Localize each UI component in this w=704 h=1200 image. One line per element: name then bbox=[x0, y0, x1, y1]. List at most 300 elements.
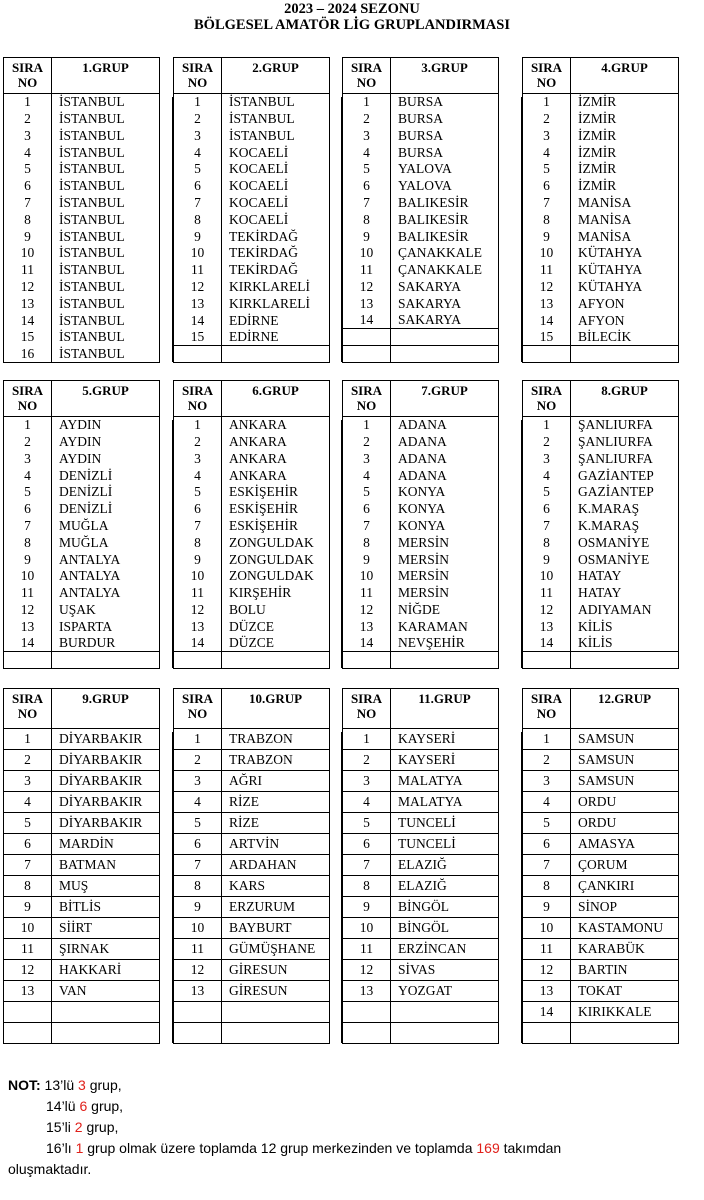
empty-cell bbox=[571, 652, 679, 669]
row-number: 3 bbox=[174, 450, 222, 467]
table-row bbox=[4, 517, 160, 534]
city-cell: İZMİR bbox=[571, 144, 679, 161]
column-gap-line bbox=[329, 420, 342, 668]
table-row bbox=[343, 312, 499, 329]
empty-row bbox=[343, 1023, 499, 1044]
table-row bbox=[343, 144, 499, 161]
table-row bbox=[4, 618, 160, 635]
row-number: 2 bbox=[174, 750, 222, 771]
city-cell: MERSİN bbox=[391, 568, 499, 585]
table-row bbox=[4, 211, 160, 228]
city-cell: GİRESUN bbox=[222, 960, 330, 981]
row-number: 5 bbox=[523, 484, 571, 501]
city-cell: BOLU bbox=[222, 601, 330, 618]
city-cell: ANTALYA bbox=[52, 568, 160, 585]
city-cell: HATAY bbox=[571, 584, 679, 601]
row-number: 10 bbox=[343, 918, 391, 939]
row-number: 8 bbox=[343, 876, 391, 897]
city-cell: ANKARA bbox=[222, 417, 330, 434]
table-row bbox=[523, 834, 679, 855]
group-name-header: 1.GRUP bbox=[52, 58, 160, 94]
empty-cell bbox=[343, 329, 391, 346]
city-cell: BURSA bbox=[391, 144, 499, 161]
row-number: 12 bbox=[4, 960, 52, 981]
row-number: 13 bbox=[523, 295, 571, 312]
city-cell: BURSA bbox=[391, 110, 499, 127]
city-cell: İZMİR bbox=[571, 177, 679, 194]
empty-cell bbox=[174, 1023, 222, 1044]
row-number: 5 bbox=[343, 161, 391, 178]
table-row bbox=[4, 534, 160, 551]
city-cell: MARDİN bbox=[52, 834, 160, 855]
city-cell: ORDU bbox=[571, 792, 679, 813]
table-row bbox=[523, 855, 679, 876]
table-row bbox=[4, 433, 160, 450]
city-cell: AYDIN bbox=[52, 450, 160, 467]
table-row bbox=[523, 729, 679, 750]
row-number: 10 bbox=[174, 918, 222, 939]
city-cell: AYDIN bbox=[52, 433, 160, 450]
city-cell: KASTAMONU bbox=[571, 918, 679, 939]
table-row bbox=[4, 750, 160, 771]
city-cell: K.MARAŞ bbox=[571, 500, 679, 517]
city-cell: KOCAELİ bbox=[222, 144, 330, 161]
row-number: 5 bbox=[4, 813, 52, 834]
group-name-header: 10.GRUP bbox=[222, 689, 330, 729]
row-number: 12 bbox=[343, 278, 391, 295]
city-cell: SAMSUN bbox=[571, 729, 679, 750]
city-cell: ADANA bbox=[391, 433, 499, 450]
row-number: 6 bbox=[174, 177, 222, 194]
row-number: 8 bbox=[174, 876, 222, 897]
row-number: 10 bbox=[4, 918, 52, 939]
row-number: 7 bbox=[343, 517, 391, 534]
row-number: 12 bbox=[174, 960, 222, 981]
city-cell: DİYARBAKIR bbox=[52, 729, 160, 750]
city-cell: KİLİS bbox=[571, 635, 679, 652]
city-cell: ESKİŞEHİR bbox=[222, 500, 330, 517]
city-cell: İSTANBUL bbox=[52, 177, 160, 194]
empty-row bbox=[4, 1023, 160, 1044]
city-cell: KONYA bbox=[391, 484, 499, 501]
city-cell: BİTLİS bbox=[52, 897, 160, 918]
group-name-header: 9.GRUP bbox=[52, 689, 160, 729]
city-cell: İSTANBUL bbox=[52, 295, 160, 312]
row-number: 2 bbox=[4, 433, 52, 450]
row-number: 6 bbox=[174, 834, 222, 855]
table-row bbox=[523, 110, 679, 127]
table-row bbox=[343, 211, 499, 228]
row-number: 9 bbox=[343, 897, 391, 918]
table-row bbox=[343, 601, 499, 618]
city-cell: İSTANBUL bbox=[52, 161, 160, 178]
row-number: 6 bbox=[174, 500, 222, 517]
row-number: 11 bbox=[523, 261, 571, 278]
empty-row bbox=[174, 1002, 330, 1023]
empty-cell bbox=[174, 1002, 222, 1023]
table-row bbox=[343, 517, 499, 534]
table-row bbox=[4, 144, 160, 161]
city-cell: RİZE bbox=[222, 792, 330, 813]
group-name-header: 4.GRUP bbox=[571, 58, 679, 94]
table-row bbox=[174, 94, 330, 111]
row-number: 11 bbox=[343, 939, 391, 960]
table-row bbox=[174, 110, 330, 127]
table-row bbox=[174, 568, 330, 585]
row-number: 4 bbox=[523, 467, 571, 484]
city-cell: AMASYA bbox=[571, 834, 679, 855]
city-cell: SAKARYA bbox=[391, 278, 499, 295]
sira-no-header: SIRA NO bbox=[4, 58, 52, 94]
empty-row bbox=[343, 329, 499, 346]
row-number: 6 bbox=[343, 500, 391, 517]
city-cell: TRABZON bbox=[222, 729, 330, 750]
empty-cell bbox=[222, 345, 330, 362]
row-number: 1 bbox=[174, 417, 222, 434]
city-cell: ŞIRNAK bbox=[52, 939, 160, 960]
row-number: 5 bbox=[343, 813, 391, 834]
empty-cell bbox=[52, 1002, 160, 1023]
row-number: 11 bbox=[4, 939, 52, 960]
table-row bbox=[523, 94, 679, 111]
city-cell: KIRKLARELİ bbox=[222, 278, 330, 295]
city-cell: KONYA bbox=[391, 500, 499, 517]
city-cell: DENİZLİ bbox=[52, 467, 160, 484]
row-number: 13 bbox=[343, 295, 391, 312]
row-number: 2 bbox=[523, 433, 571, 450]
row-number: 11 bbox=[4, 584, 52, 601]
row-number: 12 bbox=[523, 601, 571, 618]
city-cell: KÜTAHYA bbox=[571, 245, 679, 262]
row-number: 1 bbox=[523, 94, 571, 111]
table-row bbox=[4, 467, 160, 484]
city-cell: AYDIN bbox=[52, 417, 160, 434]
city-cell: ÇANAKKALE bbox=[391, 261, 499, 278]
table-row bbox=[174, 228, 330, 245]
table-row bbox=[523, 813, 679, 834]
row-number: 1 bbox=[174, 729, 222, 750]
table-row bbox=[343, 177, 499, 194]
city-cell: İSTANBUL bbox=[52, 211, 160, 228]
row-number: 13 bbox=[343, 618, 391, 635]
row-number: 5 bbox=[523, 161, 571, 178]
city-cell: ZONGULDAK bbox=[222, 551, 330, 568]
table-row bbox=[174, 329, 330, 346]
row-number: 4 bbox=[174, 792, 222, 813]
table-row bbox=[343, 635, 499, 652]
city-cell: KIRKLARELİ bbox=[222, 295, 330, 312]
table-row bbox=[174, 534, 330, 551]
table-row bbox=[523, 771, 679, 792]
empty-cell bbox=[523, 652, 571, 669]
city-cell: DİYARBAKIR bbox=[52, 792, 160, 813]
city-cell: KARS bbox=[222, 876, 330, 897]
city-cell: MALATYA bbox=[391, 792, 499, 813]
city-cell: DİYARBAKIR bbox=[52, 813, 160, 834]
table-row bbox=[523, 261, 679, 278]
row-number: 12 bbox=[523, 278, 571, 295]
city-cell: KÜTAHYA bbox=[571, 278, 679, 295]
city-cell: DİYARBAKIR bbox=[52, 771, 160, 792]
row-number: 13 bbox=[343, 981, 391, 1002]
table-row bbox=[4, 161, 160, 178]
table-row bbox=[174, 295, 330, 312]
city-cell: ELAZIĞ bbox=[391, 876, 499, 897]
empty-cell bbox=[391, 329, 499, 346]
city-cell: TOKAT bbox=[571, 981, 679, 1002]
city-cell: BİNGÖL bbox=[391, 918, 499, 939]
table-row bbox=[174, 261, 330, 278]
table-row bbox=[343, 834, 499, 855]
table-row bbox=[343, 939, 499, 960]
city-cell: İSTANBUL bbox=[52, 278, 160, 295]
row-number: 7 bbox=[4, 194, 52, 211]
city-cell: ZONGULDAK bbox=[222, 568, 330, 585]
city-cell: ADIYAMAN bbox=[571, 601, 679, 618]
empty-cell bbox=[523, 345, 571, 362]
empty-cell bbox=[523, 1023, 571, 1044]
city-cell: ESKİŞEHİR bbox=[222, 484, 330, 501]
city-cell: EDİRNE bbox=[222, 312, 330, 329]
table-row bbox=[343, 750, 499, 771]
row-number: 15 bbox=[4, 329, 52, 346]
group-table-9 bbox=[3, 688, 160, 1044]
table-row bbox=[4, 194, 160, 211]
row-number: 9 bbox=[174, 228, 222, 245]
city-cell: HATAY bbox=[571, 568, 679, 585]
table-row bbox=[523, 534, 679, 551]
city-cell: VAN bbox=[52, 981, 160, 1002]
table-row bbox=[174, 417, 330, 434]
table-row bbox=[343, 897, 499, 918]
row-number: 15 bbox=[523, 329, 571, 346]
row-number: 1 bbox=[343, 729, 391, 750]
table-row bbox=[523, 312, 679, 329]
city-cell: KİLİS bbox=[571, 618, 679, 635]
sira-no-header: SIRA NO bbox=[523, 689, 571, 729]
row-number: 4 bbox=[4, 792, 52, 813]
row-number: 15 bbox=[174, 329, 222, 346]
group-table-2 bbox=[173, 57, 330, 363]
row-number: 2 bbox=[174, 433, 222, 450]
city-cell: ŞANLIURFA bbox=[571, 433, 679, 450]
table-row bbox=[523, 635, 679, 652]
table-row bbox=[343, 771, 499, 792]
row-number: 4 bbox=[523, 144, 571, 161]
table-row bbox=[523, 584, 679, 601]
table-row bbox=[343, 110, 499, 127]
city-cell: İSTANBUL bbox=[52, 329, 160, 346]
note-line-3: 15’li 2 grup, bbox=[46, 1119, 119, 1135]
table-row bbox=[4, 729, 160, 750]
table-row bbox=[4, 110, 160, 127]
table-row bbox=[4, 584, 160, 601]
group-name-header: 8.GRUP bbox=[571, 381, 679, 417]
table-row bbox=[174, 278, 330, 295]
city-cell: AFYON bbox=[571, 312, 679, 329]
table-row bbox=[343, 94, 499, 111]
row-number: 7 bbox=[174, 194, 222, 211]
empty-row bbox=[343, 1002, 499, 1023]
city-cell: KOCAELİ bbox=[222, 194, 330, 211]
city-cell: YOZGAT bbox=[391, 981, 499, 1002]
table-row bbox=[4, 94, 160, 111]
table-row bbox=[343, 484, 499, 501]
table-row bbox=[4, 127, 160, 144]
row-number: 13 bbox=[174, 618, 222, 635]
row-number: 3 bbox=[4, 771, 52, 792]
city-cell: AĞRI bbox=[222, 771, 330, 792]
city-cell: İSTANBUL bbox=[52, 312, 160, 329]
table-row bbox=[174, 467, 330, 484]
table-row bbox=[4, 635, 160, 652]
table-row bbox=[523, 127, 679, 144]
sira-no-header: SIRA NO bbox=[523, 58, 571, 94]
table-row bbox=[4, 417, 160, 434]
city-cell: MERSİN bbox=[391, 584, 499, 601]
group-table-4 bbox=[522, 57, 679, 363]
city-cell: DENİZLİ bbox=[52, 500, 160, 517]
row-number: 1 bbox=[4, 729, 52, 750]
table-row bbox=[523, 177, 679, 194]
group-name-header: 3.GRUP bbox=[391, 58, 499, 94]
table-row bbox=[174, 918, 330, 939]
city-cell: TEKİRDAĞ bbox=[222, 245, 330, 262]
table-row bbox=[343, 813, 499, 834]
row-number: 14 bbox=[174, 312, 222, 329]
sira-no-header: SIRA NO bbox=[343, 58, 391, 94]
empty-row bbox=[4, 1002, 160, 1023]
row-number: 5 bbox=[174, 813, 222, 834]
row-number: 5 bbox=[174, 161, 222, 178]
table-row bbox=[523, 228, 679, 245]
group-name-header: 11.GRUP bbox=[391, 689, 499, 729]
city-cell: ADANA bbox=[391, 417, 499, 434]
table-row bbox=[523, 329, 679, 346]
city-cell: OSMANİYE bbox=[571, 534, 679, 551]
group-table-10 bbox=[173, 688, 330, 1044]
row-number: 8 bbox=[343, 534, 391, 551]
table-row bbox=[174, 450, 330, 467]
row-number: 1 bbox=[174, 94, 222, 111]
empty-cell bbox=[343, 652, 391, 669]
city-cell: MUŞ bbox=[52, 876, 160, 897]
row-number: 3 bbox=[523, 771, 571, 792]
empty-cell bbox=[343, 345, 391, 362]
table-row bbox=[4, 876, 160, 897]
row-number: 9 bbox=[523, 551, 571, 568]
city-cell: MERSİN bbox=[391, 551, 499, 568]
table-row bbox=[523, 568, 679, 585]
city-cell: ISPARTA bbox=[52, 618, 160, 635]
row-number: 8 bbox=[523, 876, 571, 897]
row-number: 10 bbox=[343, 568, 391, 585]
table-row bbox=[523, 897, 679, 918]
city-cell: YALOVA bbox=[391, 177, 499, 194]
table-row bbox=[4, 601, 160, 618]
table-row bbox=[343, 534, 499, 551]
empty-cell bbox=[174, 652, 222, 669]
row-number: 9 bbox=[4, 228, 52, 245]
empty-cell bbox=[222, 652, 330, 669]
table-row bbox=[4, 981, 160, 1002]
table-row bbox=[174, 939, 330, 960]
empty-cell bbox=[4, 652, 52, 669]
row-number: 12 bbox=[523, 960, 571, 981]
table-row bbox=[523, 194, 679, 211]
city-cell: KOCAELİ bbox=[222, 177, 330, 194]
row-number: 13 bbox=[523, 618, 571, 635]
city-cell: İZMİR bbox=[571, 161, 679, 178]
row-number: 6 bbox=[523, 834, 571, 855]
row-number: 5 bbox=[523, 813, 571, 834]
table-row bbox=[523, 467, 679, 484]
city-cell: ADANA bbox=[391, 450, 499, 467]
row-number: 4 bbox=[174, 467, 222, 484]
table-row bbox=[174, 897, 330, 918]
city-cell: ERZURUM bbox=[222, 897, 330, 918]
sira-no-header: SIRA NO bbox=[343, 381, 391, 417]
city-cell: İZMİR bbox=[571, 94, 679, 111]
city-cell: ARDAHAN bbox=[222, 855, 330, 876]
city-cell: DÜZCE bbox=[222, 635, 330, 652]
city-cell: BATMAN bbox=[52, 855, 160, 876]
table-row bbox=[174, 500, 330, 517]
note-block bbox=[8, 1077, 698, 1182]
row-number: 8 bbox=[174, 534, 222, 551]
column-gap-line bbox=[329, 97, 342, 362]
table-row bbox=[523, 918, 679, 939]
row-number: 11 bbox=[174, 261, 222, 278]
table-row bbox=[174, 127, 330, 144]
note-line-5: oluşmaktadır. bbox=[8, 1161, 92, 1177]
empty-cell bbox=[52, 1023, 160, 1044]
city-cell: İSTANBUL bbox=[52, 261, 160, 278]
group-table-3 bbox=[342, 57, 499, 363]
row-number: 5 bbox=[4, 161, 52, 178]
row-number: 3 bbox=[174, 127, 222, 144]
city-cell: ESKİŞEHİR bbox=[222, 517, 330, 534]
table-row bbox=[4, 329, 160, 346]
column-gap-line bbox=[498, 732, 522, 1043]
row-number: 10 bbox=[4, 245, 52, 262]
empty-cell bbox=[4, 1002, 52, 1023]
sira-no-header: SIRA NO bbox=[4, 381, 52, 417]
table-row bbox=[4, 245, 160, 262]
table-row bbox=[4, 312, 160, 329]
sira-no-header: SIRA NO bbox=[174, 58, 222, 94]
row-number: 14 bbox=[4, 635, 52, 652]
table-row bbox=[174, 855, 330, 876]
table-row bbox=[523, 792, 679, 813]
row-number: 9 bbox=[4, 897, 52, 918]
table-row bbox=[523, 433, 679, 450]
table-row bbox=[523, 750, 679, 771]
table-row bbox=[4, 484, 160, 501]
table-row bbox=[174, 635, 330, 652]
table-row bbox=[174, 517, 330, 534]
table-row bbox=[4, 918, 160, 939]
group-band-3 bbox=[0, 688, 704, 1043]
city-cell: BAYBURT bbox=[222, 918, 330, 939]
table-row bbox=[343, 792, 499, 813]
row-number: 10 bbox=[4, 568, 52, 585]
table-row bbox=[523, 295, 679, 312]
group-name-header: 12.GRUP bbox=[571, 689, 679, 729]
empty-cell bbox=[4, 1023, 52, 1044]
column-gap-line bbox=[498, 97, 522, 362]
city-cell: SİİRT bbox=[52, 918, 160, 939]
